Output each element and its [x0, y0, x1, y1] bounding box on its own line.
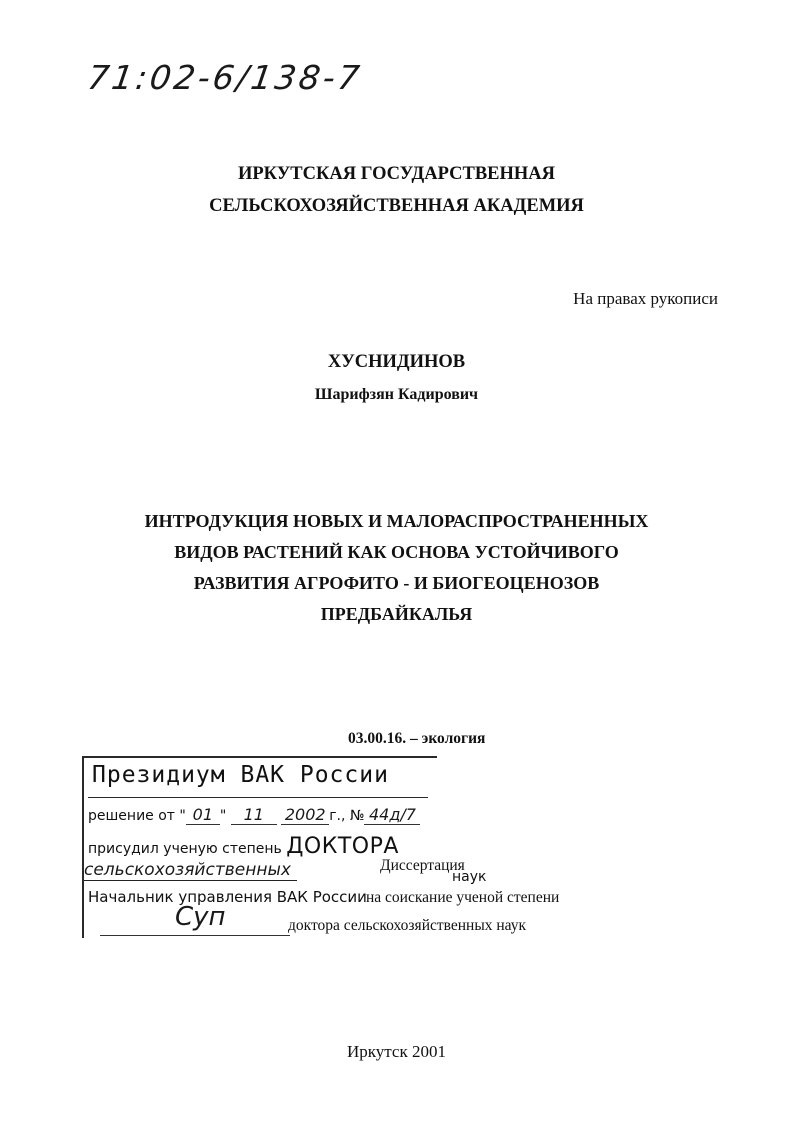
- title-line-2: ВИДОВ РАСТЕНИЙ КАК ОСНОВА УСТОЙЧИВОГО: [174, 542, 619, 562]
- institution-line-1: ИРКУТСКАЯ ГОСУДАРСТВЕННАЯ: [237, 164, 555, 184]
- institution-line-2: СЕЛЬСКОХОЗЯЙСТВЕННАЯ АКАДЕМИЯ: [209, 196, 584, 216]
- decision-number: 44д/7: [364, 805, 420, 825]
- stamp-divider: [88, 797, 428, 798]
- city-year: Иркутск 2001: [347, 1042, 446, 1061]
- awarded-degree: ДОКТОРА: [286, 834, 399, 859]
- stamp-science-field: сельскохозяйственных: [84, 860, 297, 881]
- degree-line-2: доктора сельскохозяйственных наук: [288, 917, 527, 934]
- stamp-signature-line: [100, 935, 290, 936]
- stamp-chief-label: Начальник управления ВАК России: [88, 888, 367, 906]
- decision-number-label: №: [349, 808, 365, 824]
- stamp-field-suffix: наук: [452, 869, 487, 885]
- title-line-1: ИНТРОДУКЦИЯ НОВЫХ И МАЛОРАСПРОСТРАНЕННЫХ: [144, 511, 649, 531]
- awarded-label: присудил ученую степень: [88, 841, 282, 857]
- archive-code: 71:02-6/138-7: [85, 58, 365, 97]
- stamp-signature: Суп: [175, 902, 226, 932]
- specialty-code: 03.00.16. – экология: [348, 730, 486, 747]
- decision-year: 2002: [281, 805, 329, 825]
- stamp-decision-line: решение от " 01 " 11 2002 г., № 44д/7: [88, 805, 420, 825]
- decision-year-suffix: г.,: [329, 808, 346, 824]
- dissertation-label: Диссертация: [380, 857, 465, 874]
- title-line-3: РАЗВИТИЯ АГРОФИТО - И БИОГЕОЦЕНОЗОВ: [193, 573, 600, 593]
- author-surname: ХУСНИДИНОВ: [327, 352, 466, 372]
- stamp-awarded-line: [88, 834, 399, 859]
- degree-line-1: на соискание ученой степени: [366, 889, 560, 906]
- author-given-names: Шарифзян Кадирович: [314, 386, 479, 403]
- decision-prefix: решение от: [88, 808, 175, 824]
- stamp-title: Президиум ВАК России: [92, 762, 389, 788]
- decision-day: 01: [186, 805, 220, 825]
- decision-month: 11: [231, 805, 277, 825]
- manuscript-rights-note: На правах рукописи: [573, 289, 718, 308]
- title-line-4: ПРЕДБАЙКАЛЬЯ: [320, 604, 473, 624]
